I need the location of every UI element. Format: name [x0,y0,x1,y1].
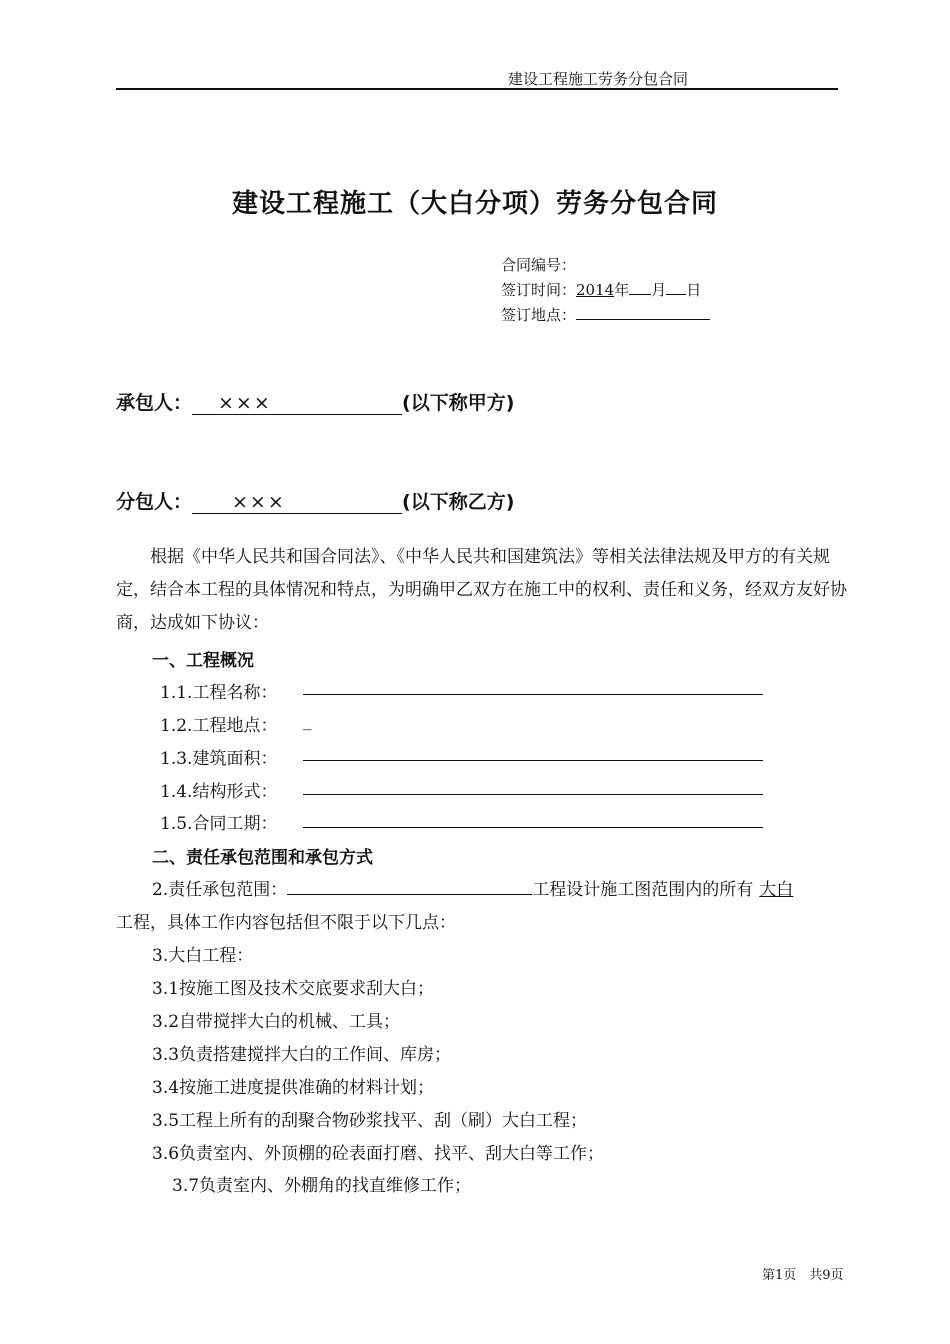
scope-item: 大白 [759,880,794,900]
item-contract-period-label: 1.5.合同工期： [160,814,278,834]
sign-time-label: 签订时间： [501,281,577,299]
work-item: 3.5工程上所有的刮聚合物砂浆找平、刮（刷）大白工程； [152,1111,588,1131]
project-name-blank [303,694,763,695]
work-item: 3.3负责搭建搅拌大白的工作间、库房； [152,1045,452,1065]
sign-place-blank [576,319,710,320]
sign-time-row [501,279,701,300]
contractor-value: ××× [192,392,402,415]
document-title: 建设工程施工（大白分项）劳务分包合同 [231,189,718,219]
subcontractor-value: ××× [192,491,402,514]
day-char: 日 [686,281,702,299]
section1-heading: 一、工程概况 [152,651,254,671]
contract-no-label: 合同编号： [501,256,577,274]
work-item: 3.1按施工图及技术交底要求刮大白； [152,979,435,999]
year-char: 年 [614,281,630,299]
page-number-footer: 第1页 共9页 [762,1268,844,1283]
day-blank [666,294,686,295]
building-area-blank [303,760,763,761]
work-item: 3.6负责室内、外顶棚的砼表面打磨、找平、刮大白等工作； [152,1144,605,1164]
subcontractor-suffix: (以下称乙方) [402,491,515,513]
scope-label: 2.责任承包范围： [152,880,288,900]
work-item: 3.7负责室内、外棚角的找直维修工作； [172,1176,472,1196]
sign-place-row [501,304,710,325]
subcontractor-label: 分包人： [116,491,193,513]
work-item: 3.4按施工进度提供准确的材料计划； [152,1078,435,1098]
item-building-area-label: 1.3.建筑面积： [160,749,278,769]
month-char: 月 [651,281,667,299]
item-project-name-label: 1.1.工程名称： [160,683,278,703]
scope-continued: 工程，具体工作内容包括但不限于以下几点： [116,913,456,933]
item-structure-type-label: 1.4.结构形式： [160,782,278,802]
running-header: 建设工程施工劳务分包合同 [508,70,689,88]
scope-blank [287,894,532,895]
sign-place-label: 签订地点： [501,306,577,324]
sign-year: 2014 [576,281,615,299]
contract-period-blank [303,827,763,828]
work-heading: 3.大白工程： [152,946,254,966]
structure-type-blank [303,794,763,795]
contractor-row [116,388,514,415]
subcontractor-row [116,487,514,514]
section2-heading: 二、责任承包范围和承包方式 [152,848,373,868]
contractor-suffix: (以下称甲方) [402,392,515,414]
contract-no-row [501,254,576,275]
project-location-value: _ [303,711,312,731]
preamble-paragraph: 根据《中华人民共和国合同法》、《中华人民共和国建筑法》等相关法律法规及甲方的有关规定，结合本工程的具体情况和特点，为明确甲乙双方在施工中的权利、责任和义务，经双方友好协商，达成如下协议： [116,547,847,633]
header-rule [116,88,838,90]
month-blank [629,294,651,295]
contractor-label: 承包人： [116,392,193,414]
item-project-location-label: 1.2.工程地点： [160,716,278,736]
scope-row [152,875,793,900]
scope-mid: 工程设计施工图范围内的所有 [532,880,754,900]
work-item: 3.2自带搅拌大白的机械、工具； [152,1012,401,1032]
